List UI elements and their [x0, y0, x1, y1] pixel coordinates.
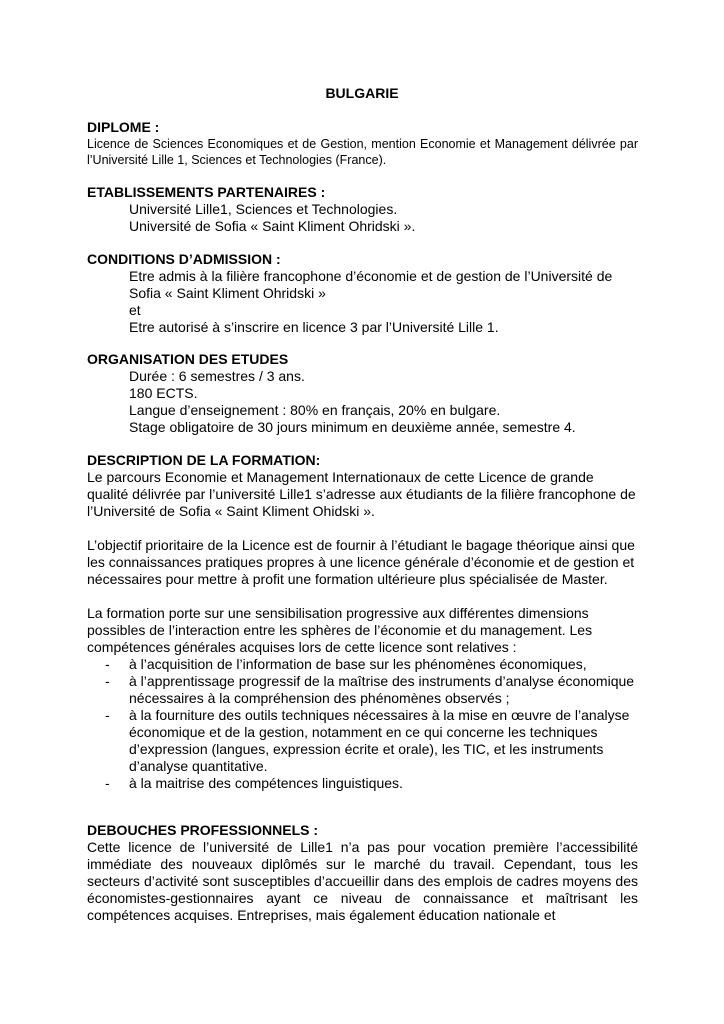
organisation-item: Stage obligatoire de 30 jours minimum en deuxième année, semestre 4. — [129, 419, 576, 435]
debouches-section — [87, 822, 638, 924]
organisation-section — [87, 351, 638, 436]
admission-section — [87, 251, 638, 336]
competence-item: - à l’apprentissage progressif de la maîtrise des instruments d’analyse économique nécessaires à la compréhension des phénomènes observés ; — [105, 673, 635, 706]
organisation-item: Langue d’enseignement : 80% en français, 20% en bulgare. — [129, 402, 501, 418]
bullet-dash: - — [105, 707, 110, 723]
partenaire-item: Université Lille1, Sciences et Technologies. — [129, 201, 398, 217]
description-paragraph-1: Le parcours Economie et Management Internationaux de cette Licence de grande qualité délivrée par l’université Lille1 s’adresse aux étudiants de la filière francophone de l’Université de Sofia « Saint Kliment Ohidski ». — [87, 469, 636, 519]
admission-line-2: et — [129, 302, 141, 318]
diplome-heading: DIPLOME : — [87, 119, 160, 135]
admission-heading: CONDITIONS D’ADMISSION : — [87, 251, 281, 267]
competences-list — [87, 656, 638, 792]
partenaires-section — [87, 184, 638, 235]
description-section — [87, 452, 638, 792]
organisation-item: 180 ECTS. — [129, 385, 198, 401]
diplome-text: Licence de Sciences Economiques et de Gestion, mention Economie et Management délivrée par l’Université Lille 1, Sciences et Technologies (France). — [87, 137, 638, 167]
description-heading: DESCRIPTION DE LA FORMATION: — [87, 452, 321, 468]
organisation-heading: ORGANISATION DES ETUDES — [87, 351, 289, 367]
competence-item: - à la maitrise des compétences linguistiques. — [105, 775, 403, 791]
bullet-dash: - — [105, 656, 110, 672]
page-title: BULGARIE — [325, 85, 399, 101]
diplome-section — [87, 119, 638, 168]
bullet-dash: - — [105, 673, 110, 689]
partenaires-heading: ETABLISSEMENTS PARTENAIRES : — [87, 184, 326, 200]
partenaire-item: Université de Sofia « Saint Kliment Ohridski ». — [129, 218, 416, 234]
bullet-dash: - — [105, 775, 110, 791]
admission-line-1: Etre admis à la filière francophone d’économie et de gestion de l’Université de Sofia « Saint Kliment Ohridski » — [129, 268, 613, 301]
description-paragraph-2: L’objectif prioritaire de la Licence est de fournir à l’étudiant le bagage théorique ainsi que les connaissances pratiques propres à une licence générale d’économie et de gestion et nécessaires pour mettre à profit une formation ultérieure plus spécialisée de Master. — [87, 537, 635, 587]
description-paragraph-3: La formation porte sur une sensibilisation progressive aux différentes dimensions possibles de l’interaction entre les sphères de l’économie et du management. Les compétences générales acquises lors de cette licence sont relatives : — [87, 605, 593, 655]
competence-item: - à la fourniture des outils techniques nécessaires à la mise en œuvre de l’analyse économique et de la gestion, notamment en ce qui concerne les techniques d’expression (langues, expression écrite et orale), les TIC, et les instruments d’analyse quantitative. — [105, 707, 630, 774]
debouches-heading: DEBOUCHES PROFESSIONNELS : — [87, 822, 319, 838]
admission-line-3: Etre autorisé à s’inscrire en licence 3 par l’Université Lille 1. — [129, 319, 499, 335]
organisation-item: Durée : 6 semestres / 3 ans. — [129, 368, 305, 384]
competence-item: - à l’acquisition de l’information de base sur les phénomènes économiques, — [105, 656, 587, 672]
debouches-text: Cette licence de l’université de Lille1 n’a pas pour vocation première l’accessibilité immédiate des nouveaux diplômés sur le marché du travail. Cependant, tous les secteurs d’activité sont susceptibles d’accueillir dans des emplois de cadres moyens des économistes-gestionnaires ayant ce niveau de connaissance et maîtrisant les compétences acquises. Entreprises, mais également éducation nationale et — [87, 839, 638, 923]
